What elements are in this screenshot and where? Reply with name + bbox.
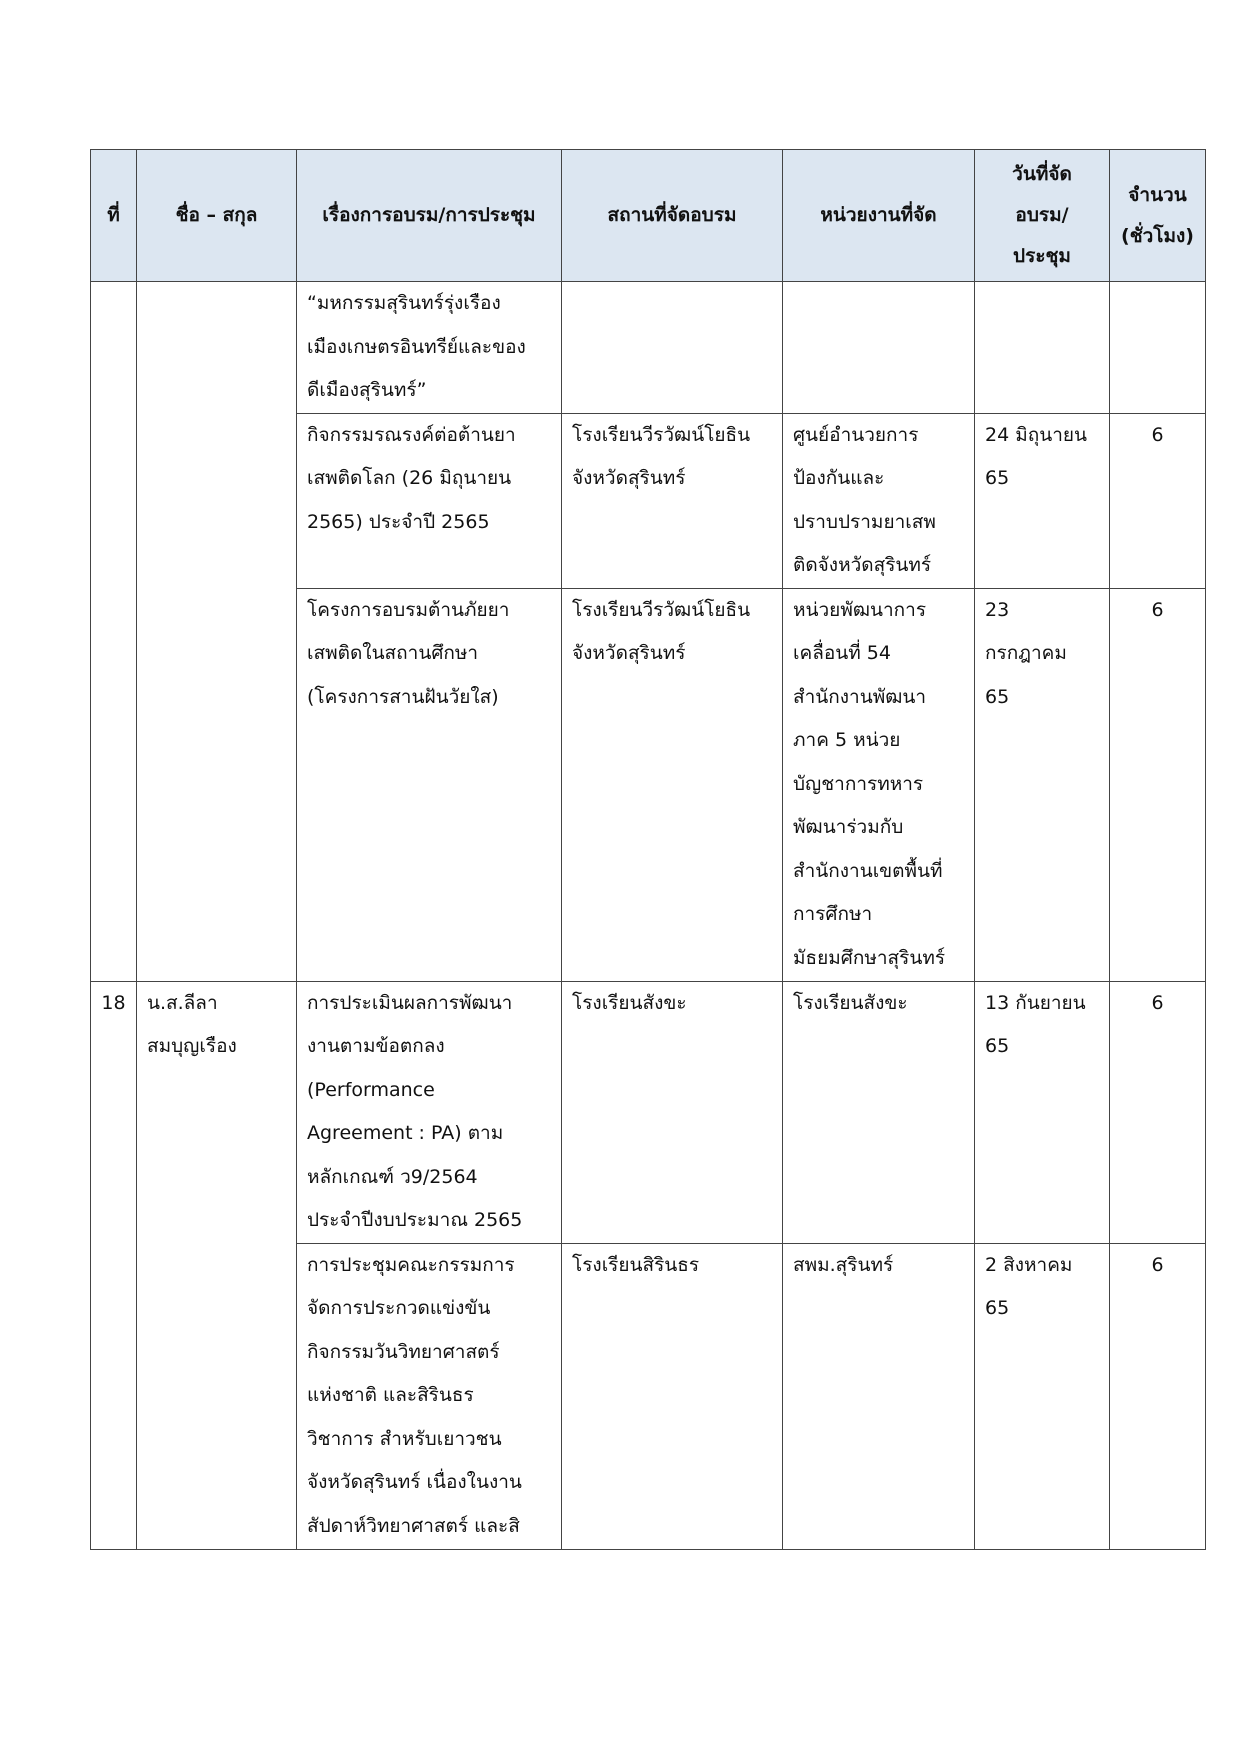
header-hours: จำนวน (ชั่วโมง) [1110, 150, 1206, 282]
cell-venue: โรงเรียนสิรินธร [562, 1243, 783, 1549]
cell-hours: 6 [1110, 588, 1206, 981]
cell-venue [562, 282, 783, 414]
cell-organizer: หน่วยพัฒนาการ เคลื่อนที่ 54 สำนักงานพัฒนา ภาค 5 หน่วย บัญชาการทหาร พัฒนาร่วมกับ สำนักงานเขตพื้นที่ การศึกษา มัธยมศึกษาสุรินทร์ [783, 588, 975, 981]
cell-hours: 6 [1110, 413, 1206, 588]
table-row [91, 282, 1206, 414]
cell-organizer [783, 282, 975, 414]
cell-no [91, 282, 137, 982]
cell-topic: โครงการอบรมต้านภัยยา เสพติดในสถานศึกษา (โครงการสานฝันวัยใส) [297, 588, 562, 981]
cell-date [975, 282, 1110, 414]
cell-organizer: โรงเรียนสังขะ [783, 981, 975, 1243]
cell-date: 2 สิงหาคม 65 [975, 1243, 1110, 1549]
cell-venue: โรงเรียนวีรวัฒน์โยธิน จังหวัดสุรินทร์ [562, 588, 783, 981]
header-name: ชื่อ – สกุล [137, 150, 297, 282]
cell-topic: กิจกรรมรณรงค์ต่อต้านยา เสพติดโลก (26 มิถุนายน 2565) ประจำปี 2565 [297, 413, 562, 588]
cell-no: 18 [91, 981, 137, 1549]
cell-venue: โรงเรียนวีรวัฒน์โยธิน จังหวัดสุรินทร์ [562, 413, 783, 588]
cell-topic: การประชุมคณะกรรมการ จัดการประกวดแข่งขัน กิจกรรมวันวิทยาศาสตร์ แห่งชาติ และสิรินธร วิชาการ สำหรับเยาวชน จังหวัดสุรินทร์ เนื่องในงาน สัปดาห์วิทยาศาสตร์ และสิ [297, 1243, 562, 1549]
header-venue: สถานที่จัดอบรม [562, 150, 783, 282]
cell-hours: 6 [1110, 981, 1206, 1243]
header-no: ที่ [91, 150, 137, 282]
cell-topic: “มหกรรมสุรินทร์รุ่งเรือง เมืองเกษตรอินทรีย์และของ ดีเมืองสุรินทร์” [297, 282, 562, 414]
cell-date: 23 กรกฎาคม 65 [975, 588, 1110, 981]
cell-organizer: สพม.สุรินทร์ [783, 1243, 975, 1549]
cell-hours [1110, 282, 1206, 414]
cell-name: น.ส.ลีลา สมบุญเรือง [137, 981, 297, 1549]
cell-hours: 6 [1110, 1243, 1206, 1549]
cell-venue: โรงเรียนสังขะ [562, 981, 783, 1243]
training-table [90, 149, 1206, 1550]
header-row [91, 150, 1206, 282]
header-organizer: หน่วยงานที่จัด [783, 150, 975, 282]
cell-name [137, 282, 297, 982]
header-topic: เรื่องการอบรม/การประชุม [297, 150, 562, 282]
cell-date: 24 มิถุนายน 65 [975, 413, 1110, 588]
table-row [91, 981, 1206, 1243]
cell-topic: การประเมินผลการพัฒนา งานตามข้อตกลง (Performance Agreement : PA) ตาม หลักเกณฑ์ ว9/2564 ประจำปีงบประมาณ 2565 [297, 981, 562, 1243]
cell-date: 13 กันยายน 65 [975, 981, 1110, 1243]
header-date: วันที่จัด อบรม/ ประชุม [975, 150, 1110, 282]
cell-organizer: ศูนย์อำนวยการ ป้องกันและ ปราบปรามยาเสพ ติดจังหวัดสุรินทร์ [783, 413, 975, 588]
